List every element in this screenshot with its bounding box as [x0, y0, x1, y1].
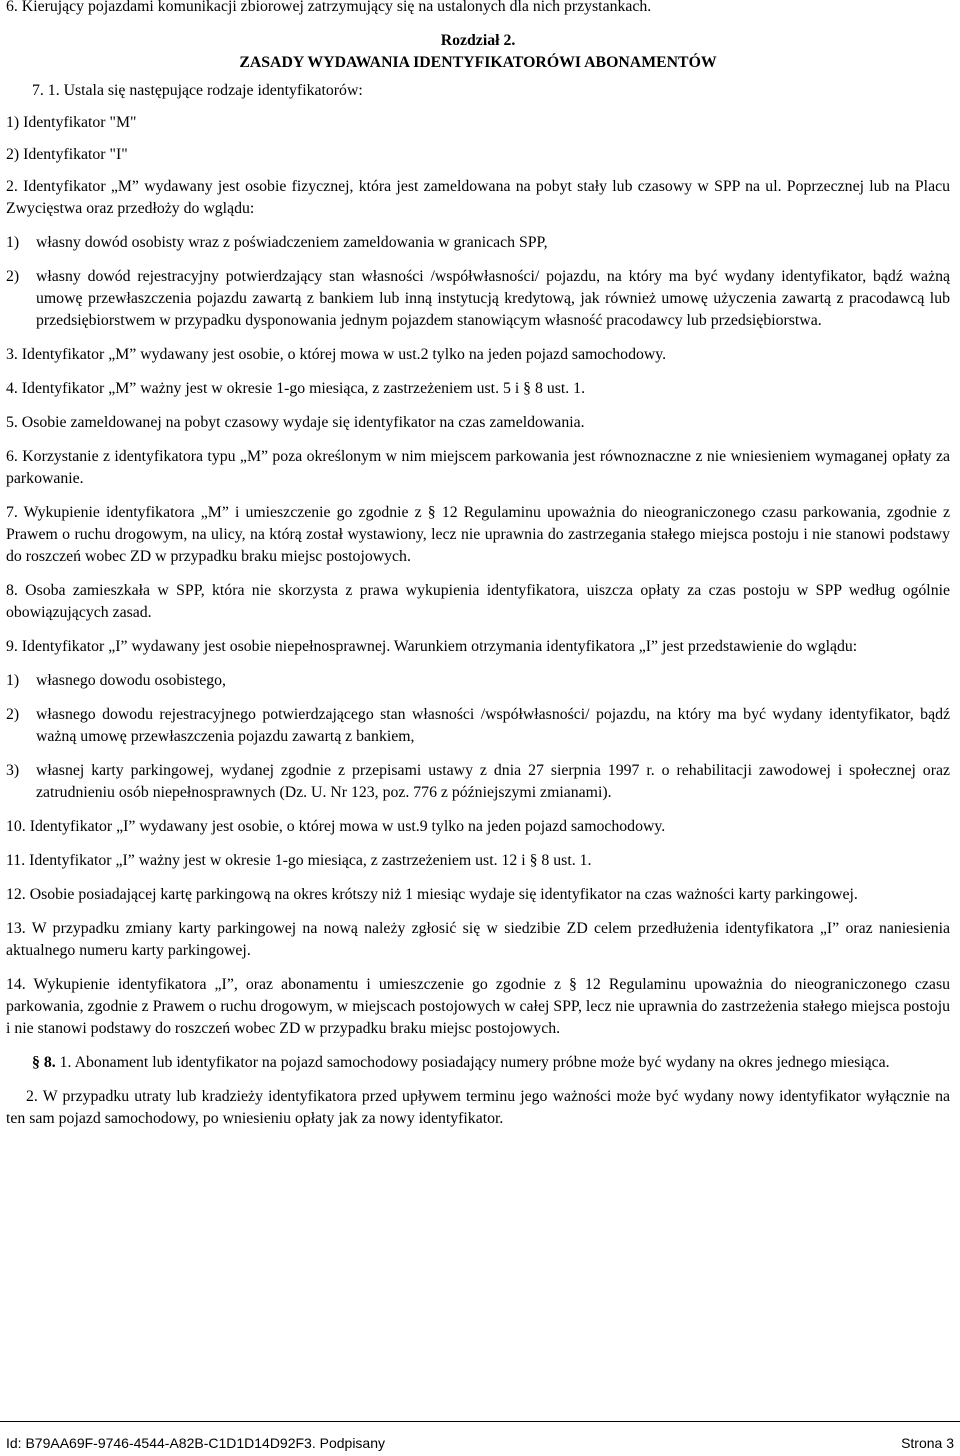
paragraph-7-3: 3. Identyfikator „M” wydawany jest osobie, o której mowa w ust.2 tylko na jeden pojazd samochodowy. [6, 346, 667, 363]
list-item [6, 232, 950, 254]
list-text: własnej karty parkingowej, wydanej zgodnie z przepisami ustawy z dnia 27 sierpnia 1997 r. o rehabilitacji zawodowej i społecznej oraz zatrudnieniu osób niepełnosprawnych (Dz. U. Nr 123, poz. 776 z późniejszymi zmianami). [36, 762, 950, 801]
paragraph-7-9: 9. Identyfikator „I” wydawany jest osobie niepełnosprawnej. Warunkiem otrzymania identyfikatora „I” jest przedstawienie do wglądu: [6, 638, 858, 655]
list-number: 3) [6, 762, 20, 779]
paragraph-7-8: 8. Osoba zamieszkała w SPP, która nie skorzysta z prawa wykupienia identyfikatora, uiszcza opłaty za czas postoju w SPP według ogólnie obowiązujących zasad. [6, 582, 950, 621]
list-number: 1) [6, 672, 20, 689]
paragraph-8-2: 2. W przypadku utraty lub kradzieży identyfikatora przed upływem terminu jego ważności może być wydany nowy identyfikator wyłącznie na ten sam pojazd samochodowy, po wniesieniu opłaty jak za nowy identyfikator. [6, 1088, 950, 1127]
list-item [6, 670, 950, 692]
paragraph-7-2: 2. Identyfikator „M” wydawany jest osobie fizycznej, która jest zameldowana na pobyt stały lub czasowy w SPP na ul. Poprzecznej lub na Placu Zwycięstwa oraz przedłoży do wglądu: [6, 178, 950, 217]
list-item [6, 760, 950, 804]
footer-divider [0, 1421, 960, 1422]
section8-mark: § 8. [32, 1054, 56, 1071]
list-text: własnego dowodu rejestracyjnego potwierdzającego stan własności /współwłasności/ pojazdu, na który ma być wydany identyfikator, bądź ważną umowę przewłaszczenia pojazdu zawartą z bankiem, [36, 706, 950, 745]
document-content [6, 0, 950, 1142]
list-text: własny dowód osobisty wraz z poświadczeniem zameldowania w granicach SPP, [36, 234, 548, 251]
section7-lead-text: 7. 1. Ustala się następujące rodzaje identyfikatorów: [32, 82, 363, 99]
list-item [6, 266, 950, 332]
identifier-type-m: 1) Identyfikator "M" [6, 114, 137, 131]
list-number: 2) [6, 268, 20, 285]
paragraph-8-1 [6, 1052, 950, 1074]
chapter-subtitle: ZASADY WYDAWANIA IDENTYFIKATORÓWI ABONAMENTÓW [239, 54, 717, 71]
paragraph-7-7: 7. Wykupienie identyfikatora „M” i umieszczenie go zgodnie z § 12 Regulaminu upoważnia do nieograniczonego czasu parkowania, zgodnie z Prawem o ruchu drogowym, na ulicy, na którą został wystawiony, lecz nie uprawnia do zastrzegania stałego miejsca postoju i nie stanowi podstawy do roszczeń wobec ZD w przypadku braku miejsc postojowych. [6, 504, 950, 565]
list-text: własnego dowodu osobistego, [36, 672, 226, 689]
list-number: 2) [6, 706, 20, 723]
paragraph-7-12: 12. Osobie posiadającej kartę parkingową na okres krótszy niż 1 miesiąc wydaje się identyfikator na czas ważności karty parkingowej. [6, 886, 858, 903]
paragraph-7-11: 11. Identyfikator „I” ważny jest w okresie 1-go miesiąca, z zastrzeżeniem ust. 12 i § 8 ust. 1. [6, 852, 592, 869]
page-number: Strona 3 [901, 1435, 954, 1451]
top-line: 6. Kierujący pojazdami komunikacji zbiorowej zatrzymujący się na ustalonych dla nich przystankach. [6, 0, 652, 15]
paragraph-8-1-text: 1. Abonament lub identyfikator na pojazd samochodowy posiadający numery próbne może być wydany na okres jednego miesiąca. [55, 1054, 890, 1071]
list-number: 1) [6, 234, 20, 251]
chapter-title: Rozdział 2. [440, 32, 516, 49]
list-item [6, 704, 950, 748]
section7-lead [32, 80, 950, 102]
paragraph-7-6: 6. Korzystanie z identyfikatora typu „M” poza określonym w nim miejscem parkowania jest równoznaczne z nie wniesieniem wymaganej opłaty za parkowanie. [6, 448, 950, 487]
page-footer [6, 1434, 954, 1452]
paragraph-7-5: 5. Osobie zameldowanej na pobyt czasowy wydaje się identyfikator na czas zameldowania. [6, 414, 585, 431]
identifier-type-i: 2) Identyfikator "I" [6, 146, 128, 163]
document-id: Id: B79AA69F-9746-4544-A82B-C1D1D14D92F3. Podpisany [6, 1435, 386, 1451]
paragraph-7-14: 14. Wykupienie identyfikatora „I”, oraz abonamentu i umieszczenie go zgodnie z § 12 Regulaminu upoważnia do nieograniczonego czasu parkowania, zgodnie z Prawem o ruchu drogowym, w miejscach postojowych w całej SPP, lecz nie uprawnia do zastrzeżenia stałego miejsca postoju i nie stanowi podstawy do roszczeń wobec ZD w przypadku braku miejsc postojowych. [6, 976, 950, 1037]
paragraph-7-4: 4. Identyfikator „M” ważny jest w okresie 1-go miesiąca, z zastrzeżeniem ust. 5 i § 8 ust. 1. [6, 380, 586, 397]
list-text: własny dowód rejestracyjny potwierdzający stan własności /współwłasności/ pojazdu, na który ma być wydany identyfikator, bądź ważną umowę przewłaszczenia pojazdu zawartą z bankiem lub inną instytucją kredytową, jak również umowę użyczenia zawartą z pracodawcą lub przedsiębiorstwem w przypadku dysponowania jednym pojazdem stanowiącym własność pracodawcy lub przedsiębiorstwa. [36, 268, 950, 329]
paragraph-7-13: 13. W przypadku zmiany karty parkingowej na nową należy zgłosić się w siedzibie ZD celem przedłużenia identyfikatora „I” oraz naniesienia aktualnego numeru karty parkingowej. [6, 920, 950, 959]
paragraph-7-10: 10. Identyfikator „I” wydawany jest osobie, o której mowa w ust.9 tylko na jeden pojazd samochodowy. [6, 818, 666, 835]
